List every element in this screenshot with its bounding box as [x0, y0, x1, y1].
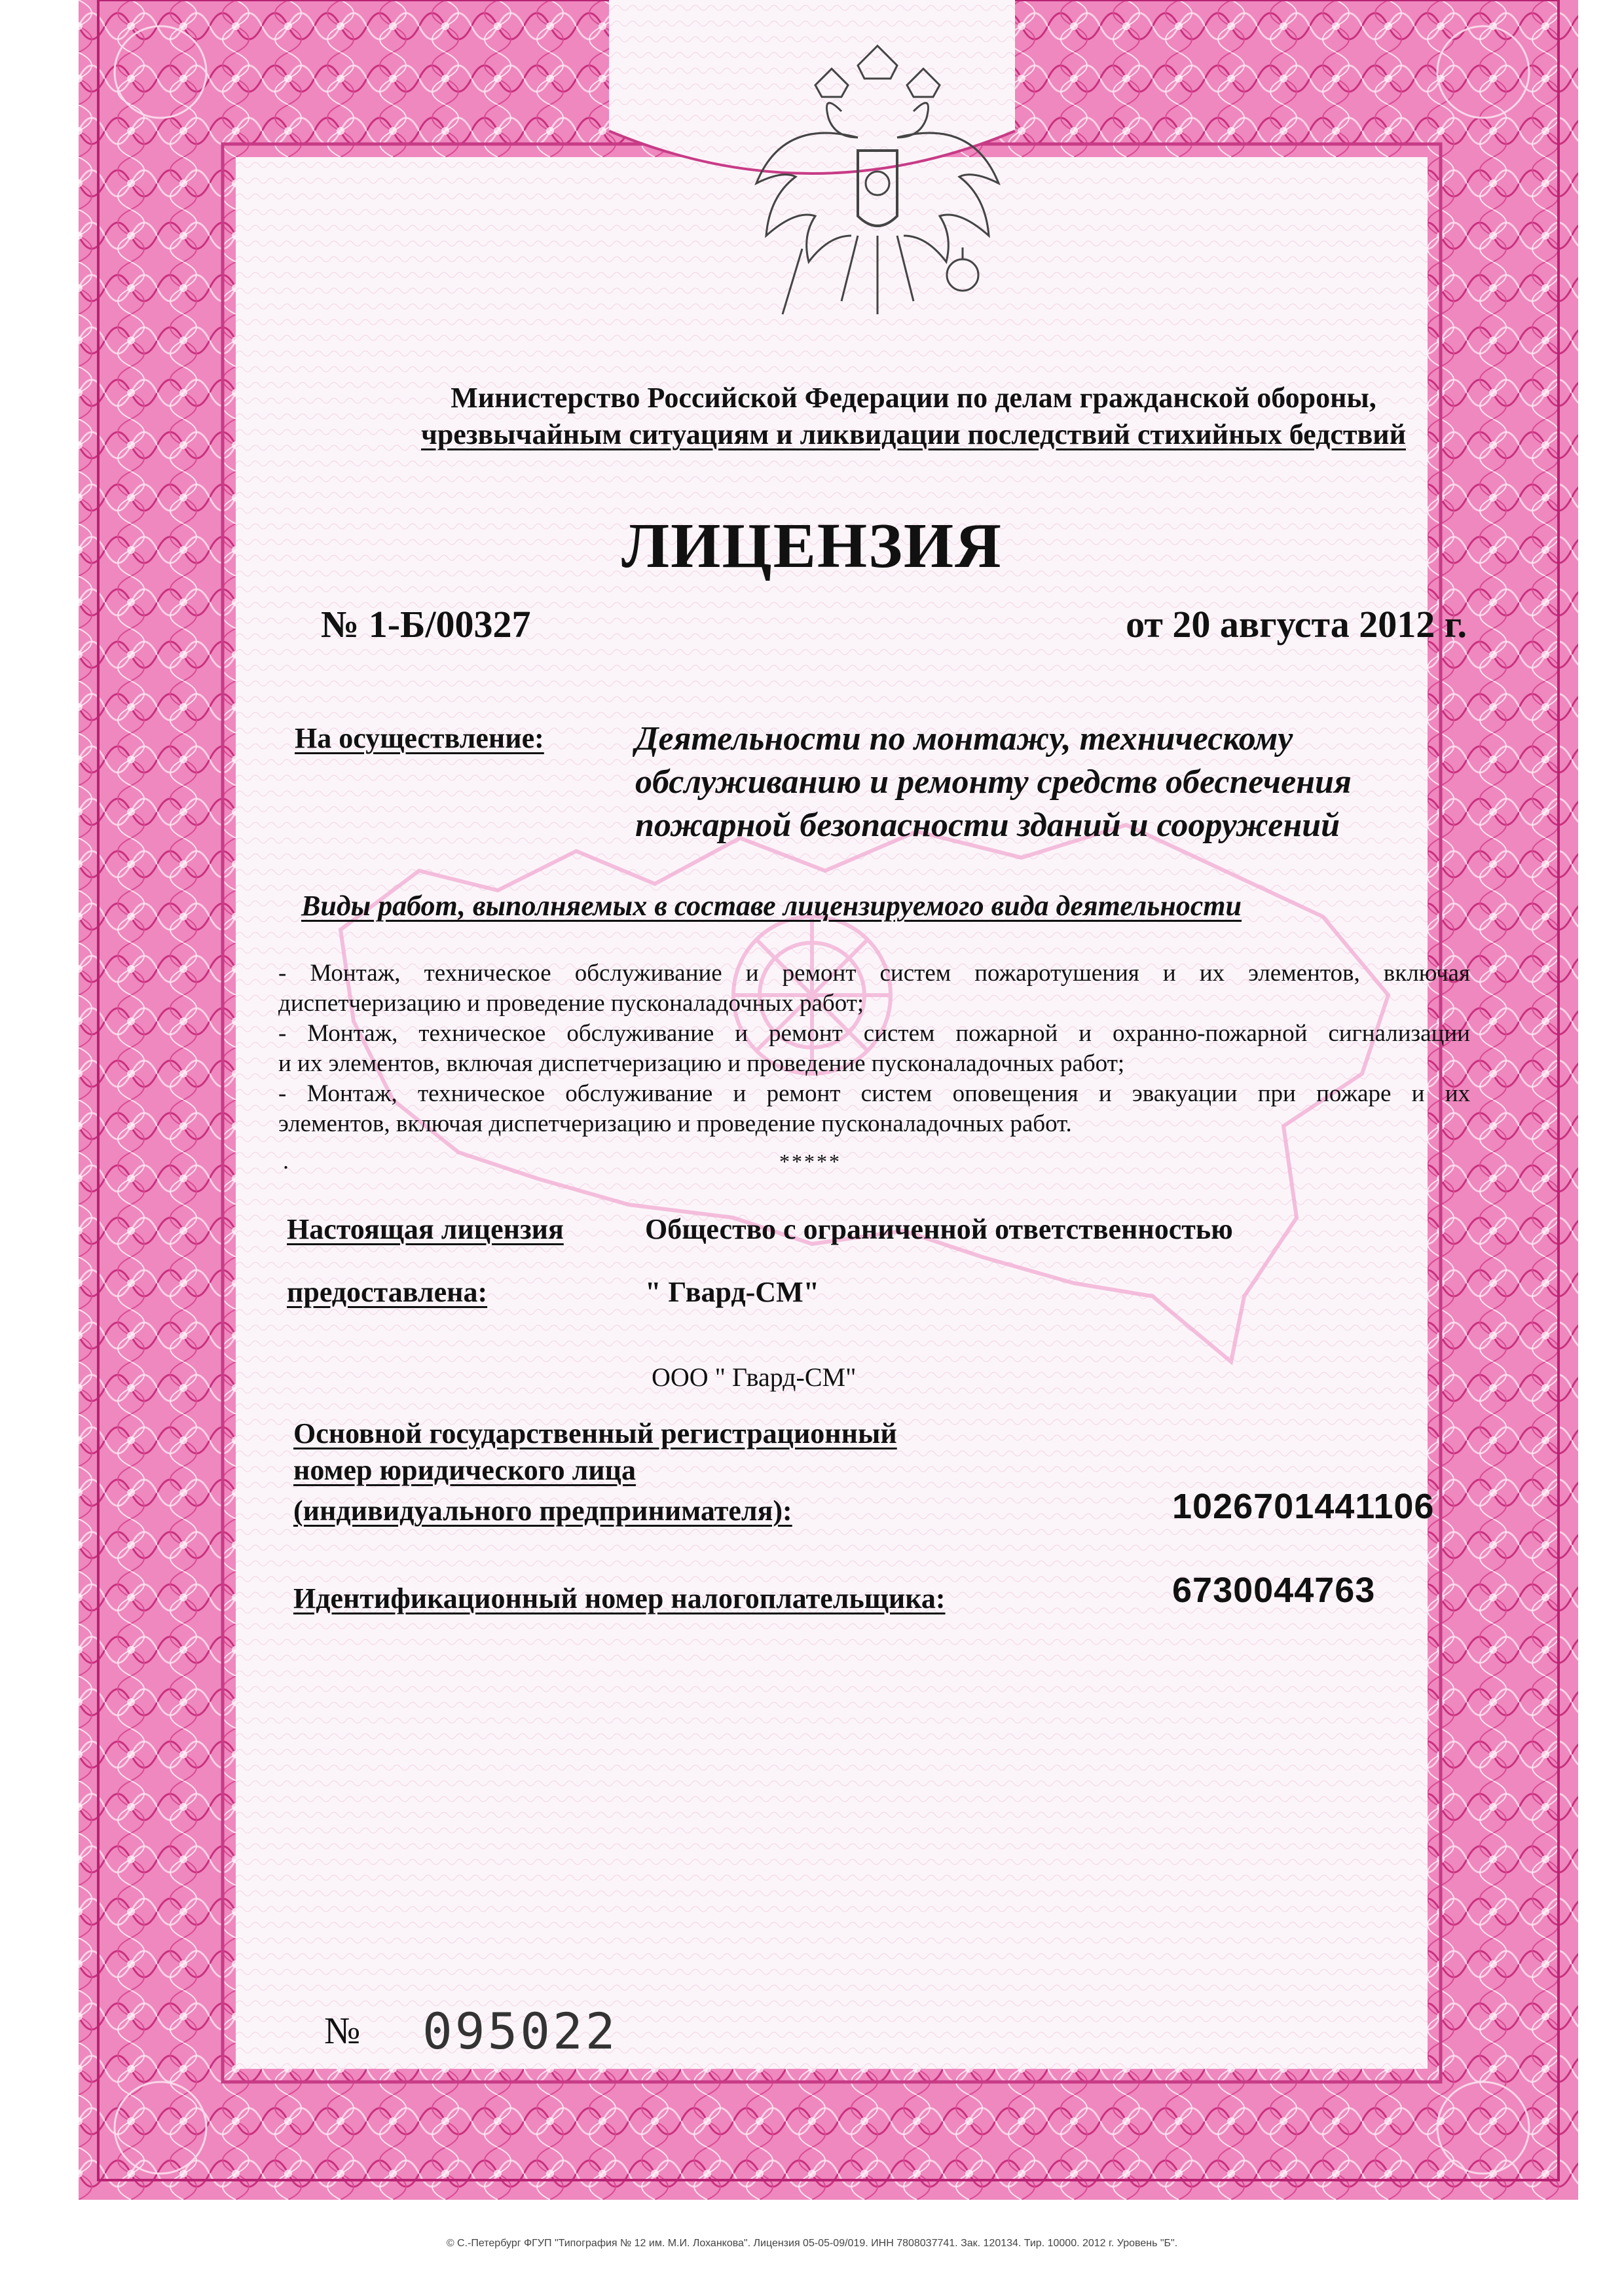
form-number: 095022 — [422, 2002, 618, 2060]
works-heading: Виды работ, выполняемых в составе лицензируемого вида деятельности — [301, 890, 1242, 922]
form-number-prefix: № — [324, 2009, 361, 2052]
ministry-line-1: Министерство Российской Федерации по делам гражданской обороны, — [451, 382, 1376, 414]
grantee-label-1: Настоящая лицензия — [287, 1213, 564, 1245]
inn-value: 6730044763 — [1172, 1571, 1376, 1610]
page-title: ЛИЦЕНЗИЯ — [621, 511, 1003, 581]
grantee-label-2: предоставлена: — [287, 1276, 488, 1308]
grantee-name-line-2: " Гвард-СМ" — [645, 1276, 820, 1308]
ogrn-label-line: номер юридического лица — [293, 1454, 636, 1486]
grantee-short-name: ООО " Гвард-СМ" — [652, 1362, 857, 1392]
list-item: - Монтаж, техническое обслуживание и ремонт систем оповещения и эвакуации при пожаре и их элементов, включая диспетчеризацию и проведение пусконаладочных работ. — [278, 1080, 1470, 1137]
inn-label: Идентификационный номер налогоплательщика: — [293, 1582, 946, 1614]
activity-line: пожарной безопасности зданий и сооружений — [635, 807, 1340, 844]
ogrn-value: 1026701441106 — [1172, 1487, 1435, 1526]
activity-line: Деятельности по монтажу, техническому — [635, 720, 1293, 757]
list-item: - Монтаж, техническое обслуживание и ремонт систем пожарной и охранно-пожарной сигнализации и их элементов, включая диспетчеризацию и проведение пусконаладочных работ; — [278, 1020, 1470, 1077]
ministry-line-2: чрезвычайным ситуациям и ликвидации последствий стихийных бедствий — [421, 418, 1406, 450]
separator: ***** — [779, 1150, 841, 1173]
ogrn-label-line: (индивидуального предпринимателя): — [293, 1495, 792, 1527]
stray-dot: . — [283, 1148, 289, 1174]
activity-label: На осуществление: — [295, 722, 544, 754]
coat-of-arms-icon — [743, 39, 1012, 327]
license-number: № 1-Б/00327 — [321, 603, 531, 646]
activity-line: обслуживанию и ремонту средств обеспечения — [635, 763, 1352, 801]
works-list — [278, 958, 1470, 1139]
list-item: - Монтаж, техническое обслуживание и ремонт систем пожаротушения и их элементов, включая диспетчеризацию и проведение пусконаладочных работ; — [278, 960, 1470, 1017]
activity-description — [635, 718, 1352, 847]
license-date: от 20 августа 2012 г. — [1126, 603, 1467, 646]
ogrn-label-line: Основной государственный регистрационный — [293, 1417, 897, 1449]
grantee-name-line-1: Общество с ограниченной ответственностью — [645, 1213, 1233, 1245]
printer-imprint: © С.-Петербург ФГУП "Типография № 12 им. М.И. Лоханкова". Лицензия 05-05-09/019. ИНН 7808037741. Зак. 120134. Тир. 10000. 2012 г. Уровень "Б". — [446, 2238, 1178, 2249]
